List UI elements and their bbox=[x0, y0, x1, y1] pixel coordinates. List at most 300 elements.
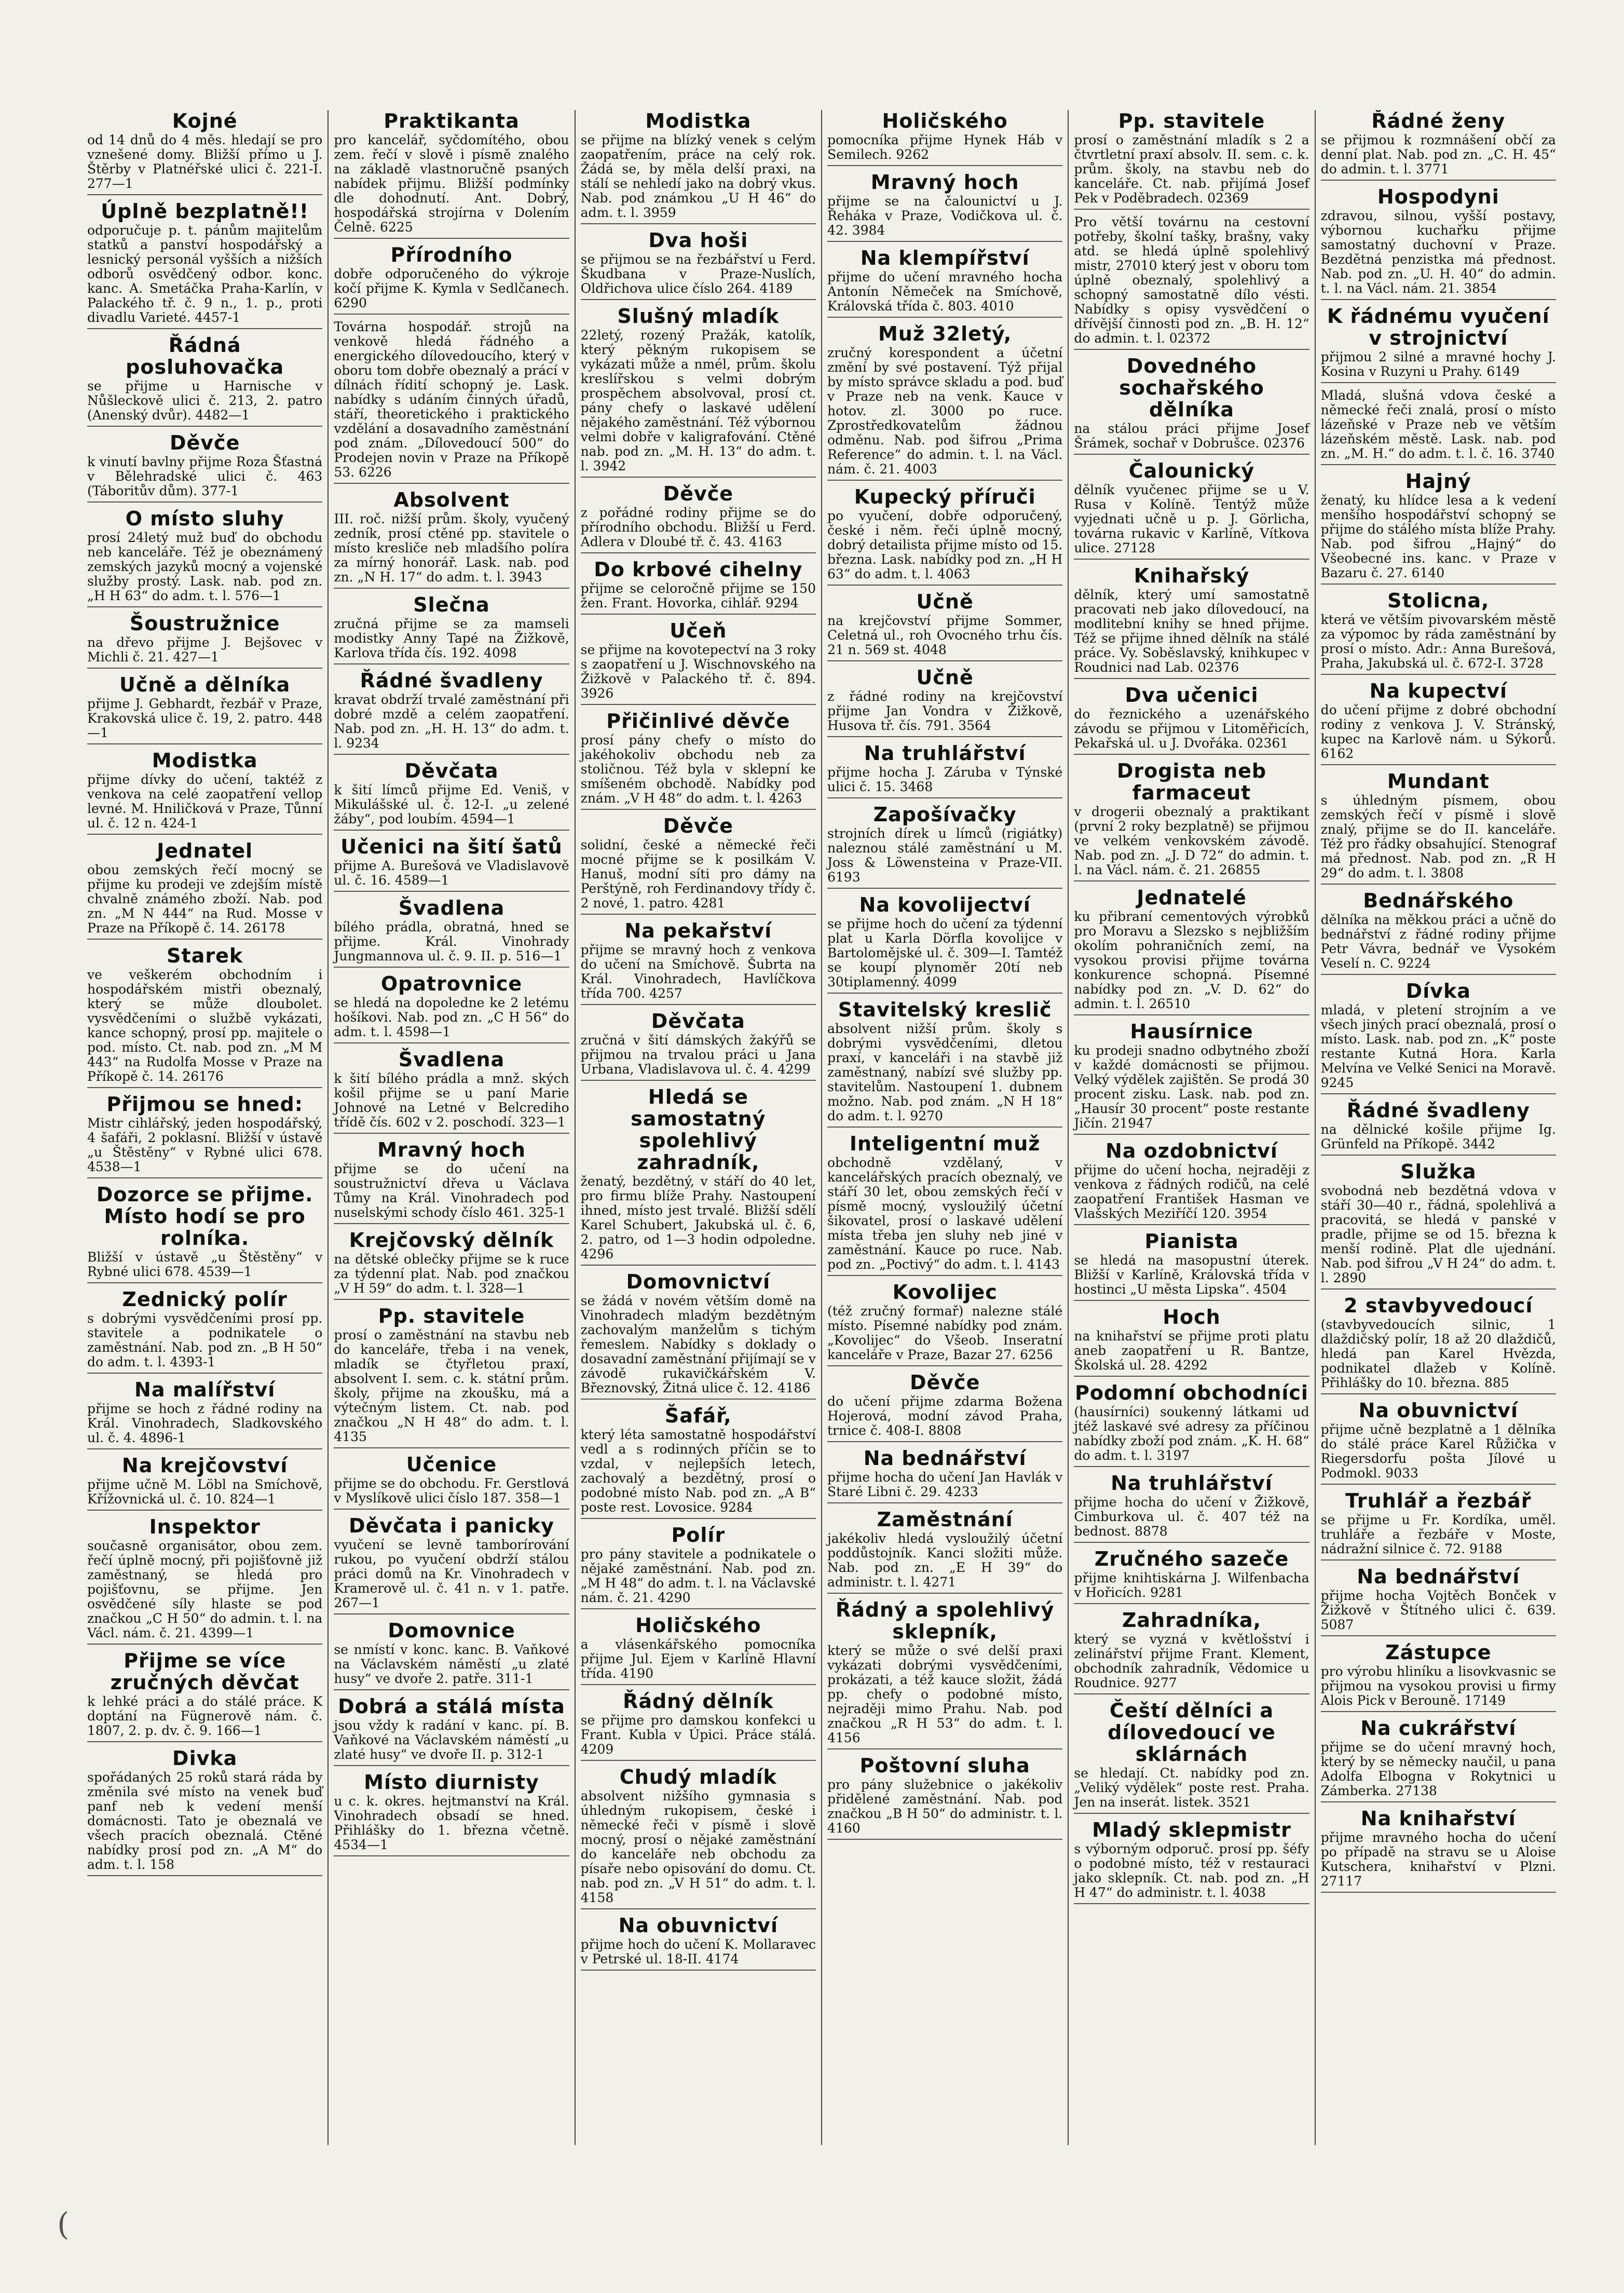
ad-heading: Přijmou se hned: bbox=[106, 1093, 303, 1116]
ad-heading: Učně bbox=[916, 590, 974, 613]
classified-ad bbox=[581, 1915, 816, 1971]
ad-body: přijme hocha J. Záruba v Týnské ulici č. 15. 3468 bbox=[827, 765, 1063, 794]
classified-ad bbox=[581, 1010, 816, 1081]
ad-heading: Úplně bezplatně!! bbox=[101, 200, 309, 223]
ad-body: se hledají. Ct. nabídky pod zn. „Veliký výdělek“ poste rest. Praha. Jen na inserát. listek. 3521 bbox=[1074, 1766, 1309, 1810]
classified-ad bbox=[827, 1599, 1062, 1749]
ad-body: ženatý, ku hlídce lesa a k vedení menšího hospodářství schopný se přijme do stálého místa blíže Prahy. Nab. pod šifrou „Hajný“ do Všeobecné ins. kanc. v Praze v Bazaru č. 27. 6140 bbox=[1320, 493, 1556, 580]
ad-heading: Učeň bbox=[670, 619, 727, 642]
ad-body: se přijmou k rozmnášení občí za denní plat. Nab. pod zn. „C. H. 45“ do admin. t. l. 3771 bbox=[1320, 132, 1556, 177]
ad-body: se přijme na kovotepectví na 3 roky s zaopatření u J. Wischnovského na Žižkově v Palackého tř. č. 894. 3926 bbox=[580, 642, 816, 701]
ad-body: se přijmou se na řezbářství u Ferd. Škudbana v Praze-Nuslích, Oldřichova ulice číslo 264. 4189 bbox=[580, 252, 816, 296]
ad-heading: Zručného sazeče bbox=[1094, 1548, 1289, 1570]
classified-ad bbox=[827, 486, 1062, 586]
ad-heading: Mundant bbox=[1387, 770, 1490, 793]
ad-body: přijme se do učení mravný hoch, který by se německy naučil, u pana Adolfa Elbogna v Rokytnici u Zámberka. 27138 bbox=[1320, 1740, 1556, 1798]
ad-body: bílého prádla, obratná, hned se přijme. Král. Vinohrady Jungmannova ul. č. 9. II. p. 516—1 bbox=[334, 919, 569, 964]
ad-heading: Děvčata i panicky bbox=[348, 1514, 555, 1537]
ad-heading: Jednatel bbox=[157, 839, 253, 862]
ad-heading: Učenici na šití šatů bbox=[340, 835, 563, 858]
ad-heading: Místo diurnisty bbox=[364, 1771, 539, 1794]
classified-ad bbox=[1321, 890, 1556, 975]
classified-ad bbox=[581, 1614, 816, 1685]
classified-ad bbox=[334, 110, 569, 239]
classified-ad bbox=[334, 320, 569, 484]
ad-body: ve veškerém obchodním i hospodářském mistři obeznalý, který se může dloubolet. vysvědčeními o službě vykázati, kance schopný, prosí pp. majitele o pod. místo. Ct. nab. pod zn. „M M 443“ na Rudolfa Mosse v Praze na Příkopě č. 14. 26176 bbox=[87, 967, 323, 1084]
ad-body: přijme se na čalounictví u J. Řeháka v Praze, Vodičkova ul. č. 42. 3984 bbox=[827, 194, 1063, 238]
ad-heading: Chudý mladík bbox=[619, 1766, 777, 1788]
ad-body: přijme hocha Vojtěch Bonček v Žižkově v Štítného ulici č. 639. 5087 bbox=[1320, 1588, 1556, 1632]
classified-ad bbox=[1074, 565, 1309, 679]
ad-heading: Mladý sklepmistr bbox=[1092, 1819, 1291, 1841]
ad-heading: Na obuvnictví bbox=[618, 1914, 778, 1937]
ad-heading: Modistka bbox=[645, 110, 752, 132]
ad-heading: Řádné ženy bbox=[1371, 110, 1506, 132]
classified-ad bbox=[1074, 887, 1309, 1015]
ad-heading: Služka bbox=[1400, 1160, 1477, 1183]
ad-heading: Polír bbox=[671, 1524, 726, 1546]
classified-ad bbox=[1074, 684, 1309, 755]
ad-heading: Čeští dělníci a dílovedoucí ve sklárnách bbox=[1108, 1699, 1276, 1766]
classified-ad bbox=[334, 489, 569, 589]
classified-ad bbox=[1074, 1700, 1309, 1814]
ad-body: přijme A. Burešová ve Vladislavově ul. č. 16. 4589—1 bbox=[334, 858, 569, 888]
ad-heading: Hausírnice bbox=[1130, 1020, 1253, 1043]
ad-body: obou zemských řečí mocný se přijme ku prodeji ve zdejším místě chvalně známého zboží. Nab. pod zn. „M N 444“ na Rud. Mosse v Praze na Příkopě č. 14. 26178 bbox=[87, 862, 323, 935]
ad-body: jakékoliv hledá vysloužilý účetní poddůstojník. Kanci složiti může. Nab. pod zn. „E H 39“ do administr. t. l. 4271 bbox=[827, 1531, 1063, 1590]
classified-ad bbox=[581, 1405, 816, 1519]
classified-ad bbox=[334, 1515, 569, 1614]
ad-body: strojních dírek u límců (rigiátky) naleznou stálé zaměstnání u M. Joss & Löwensteina v Praze-VII. 6193 bbox=[827, 826, 1063, 885]
ad-heading: Šoustružnice bbox=[129, 612, 280, 635]
classified-ad bbox=[1074, 110, 1309, 210]
ad-heading: Děvčata bbox=[651, 1010, 745, 1033]
ad-body: k vinutí bavlny přijme Roza Šťastná v Bělehradské ulici č. 463 (Táboritův dům). 377-1 bbox=[87, 454, 323, 498]
ad-heading: Dva hoši bbox=[648, 229, 748, 252]
ad-body: s výborným odporuč. prosí pp. šéfy o podobné místo, též v restauraci jako sklepník. Ct. nab. pod zn. „H H 47“ do administr. t. l. 4038 bbox=[1074, 1841, 1309, 1900]
classified-ad bbox=[1074, 1819, 1309, 1904]
classified-ad bbox=[87, 945, 322, 1088]
classified-ad bbox=[1321, 186, 1556, 300]
ad-body: na dětské oblečky přijme se k ruce za týdenní plat. Nab. pod značkou „V H 59“ do adm. t. l. 328—1 bbox=[334, 1252, 569, 1296]
ad-heading: Drogista neb farmaceut bbox=[1116, 759, 1267, 804]
classified-ad bbox=[1321, 1295, 1556, 1394]
ad-body: pro kancelář, syčdomítého, obou zem. řečí v slově i písmě znalého na základě vlastnoručně psaných nabídek přijmu. Bližší podmínky dle dohodnutí. Ant. Dobrý, hospodářská strojírna v Dolením Čelně. 6225 bbox=[334, 132, 569, 235]
classified-ad bbox=[334, 973, 569, 1043]
classified-ad bbox=[827, 323, 1062, 481]
classified-ad bbox=[1321, 1717, 1556, 1802]
ad-body: a vlásenkářského pomocníka přijme Jul. Ejem v Karlíně Hlavní třída. 4190 bbox=[580, 1637, 816, 1681]
ad-body: k šití bílého prádla a mnž. ských košil přijme se u paní Marie Johnové na Letné v Belcrediho třídě čís. 602 v 2. poschodí. 323—1 bbox=[334, 1071, 569, 1130]
ad-body: přijme knihtiskárna J. Wilfenbacha v Hořicích. 9281 bbox=[1074, 1570, 1309, 1600]
column-1 bbox=[82, 110, 329, 2145]
classified-ad bbox=[1074, 1382, 1309, 1467]
classified-ad bbox=[87, 432, 322, 503]
classified-ad bbox=[581, 710, 816, 810]
classified-ad bbox=[1321, 980, 1556, 1094]
ad-body: absolvent nižšího gymnasia s úhledným rukopisem, české i německé řeči v písmě i slově mocný, prosí o nějaké zaměstnání do kanceláře neb obchodu za písaře nebo opisování do domu. Ct. nab. pod zn. „V H 51“ do adm. t. l. 4158 bbox=[580, 1788, 816, 1905]
ad-heading: Řádné švadleny bbox=[1346, 1099, 1530, 1122]
classified-ad bbox=[827, 110, 1062, 166]
ad-heading: Knihařský bbox=[1134, 564, 1250, 587]
classified-ad bbox=[827, 171, 1062, 242]
ad-body: s dobrými vysvědčeními prosí pp. stavitele a podnikatele o zaměstnání. Nab. pod zn. „B H 50“ do adm. t. l. 4393-1 bbox=[87, 1311, 323, 1369]
ad-heading: Na cukrářství bbox=[1360, 1717, 1517, 1740]
classified-ad bbox=[87, 1455, 322, 1511]
ad-body: prosí pány chefy o místo do jakéhokoliv obchodu neb za stoličnou. Též byla v sklepní ke smíšeném obchodě. Nabídky pod znám. „V H 48“ do adm. t. l. 4263 bbox=[580, 732, 816, 806]
ad-heading: Holičského bbox=[882, 110, 1008, 132]
classified-ad bbox=[1074, 1306, 1309, 1377]
ad-heading: Učně a dělníka bbox=[119, 673, 291, 696]
ad-heading: Divka bbox=[172, 1747, 238, 1770]
classified-ad bbox=[1321, 1400, 1556, 1485]
ad-body: prosí 24letý muž buď do obchodu neb kanceláře. Též je obeznámený zemských jazyků mocný a vojenské služby prostý. Lask. nab. pod zn. „H H 63“ do adm. t. l. 576—1 bbox=[87, 530, 323, 603]
ad-body: z pořádné rodiny přijme se do přírodního obchodu. Bližší u Ferd. Adlera v Dloubé tř. č. 43. 4163 bbox=[580, 505, 816, 549]
classified-ad bbox=[87, 1516, 322, 1645]
classified-ad bbox=[87, 750, 322, 835]
classified-ad bbox=[827, 591, 1062, 661]
ad-heading: Absolvent bbox=[393, 489, 510, 511]
classified-ad bbox=[334, 1139, 569, 1224]
ad-heading: Bednářského bbox=[1363, 889, 1514, 912]
classified-ad bbox=[581, 483, 816, 553]
ad-body: na knihařství se přijme proti platu aneb zaopatření u R. Bantze, Školská ul. 28. 4292 bbox=[1074, 1328, 1309, 1373]
ad-heading: Zaměstnání bbox=[877, 1508, 1013, 1531]
column-5 bbox=[1069, 110, 1315, 2145]
ad-body: prosí o zaměstnání mladík s 2 a čtvrtletní praxí absolv. II. sem. c. k. prům. školy, na stavbu neb do kanceláře. Ct. nab. přijímá Josef Pek v Poděbradech. 02369 bbox=[1074, 132, 1309, 206]
classified-ad bbox=[1321, 1490, 1556, 1561]
ad-body: se přijme pro damskou konfekci u Frant. Kubla v Úpici. Práce stálá. 4209 bbox=[580, 1713, 816, 1757]
classified-ad bbox=[1074, 1230, 1309, 1301]
ad-body: se žádá v novém větším domě na Vinohradech mladým bezdětným zachovalým manželům s tichým řemeslem. Nabídky s doklady o dosavadní zaměstnání přijímají se v závodě rukavičkářském V. Březnovský, Žitná ulice č. 12. 4186 bbox=[580, 1293, 816, 1395]
ad-heading: Kovolijec bbox=[892, 1281, 998, 1304]
ad-body: (stavbyvedoucích silnic, 1 dlaždičský polír, 18 až 20 dlaždičů, hledá pan Karel Hvězda, podnikatel dlažeb v Kolíně. Přihlášky do 10. března. 885 bbox=[1320, 1317, 1556, 1390]
ad-body: do učení přijme zdarma Božena Hojerová, modní závod Praha, trnice č. 408-I. 8808 bbox=[827, 1394, 1063, 1438]
ad-heading: Děvče bbox=[663, 482, 734, 505]
classified-ad bbox=[581, 559, 816, 615]
classified-ad bbox=[1074, 1548, 1309, 1604]
classified-ad bbox=[1074, 760, 1309, 881]
ad-heading: Stolicna, bbox=[1387, 589, 1490, 612]
ad-heading: Na truhlářství bbox=[864, 742, 1026, 765]
ad-body: k lehké práci a do stálé práce. K doptání na Fügnerově nám. č. 1807, 2. p. dv. č. 9. 166—1 bbox=[87, 1694, 323, 1738]
ad-heading: Dozorce se přijme. Místo hodí se pro rolníka. bbox=[96, 1183, 313, 1250]
classified-ad bbox=[87, 1747, 322, 1876]
ad-body: přijmou 2 silné a mravné hochy J. Kosina v Ruzyni u Prahy. 6149 bbox=[1320, 349, 1556, 379]
ad-heading: Slušný mladík bbox=[617, 305, 780, 328]
classified-ad bbox=[87, 1184, 322, 1283]
classified-ad bbox=[1321, 770, 1556, 885]
ad-heading: O místo sluhy bbox=[125, 507, 284, 530]
ad-heading: Muž 32letý, bbox=[878, 322, 1012, 345]
column-6 bbox=[1316, 110, 1561, 2145]
ad-body: odporučuje p. t. pánům majitelům statků a panství hospodářský a lesnický personál vyšších a nižších odborů osvědčený odbor. konc. kanc. A. Smetáčka Praha-Karlín, v Palackého tř. č. 9 n., 1. p., proti divadlu Varieté. 4457-1 bbox=[87, 223, 323, 325]
ad-body: se přijme hoch do učení za týdenní plat u Karla Dörfla kovolijce v Bartolomějské ul. č. 309—I. Tamtéž se koupí plynoměr 20tí neb 30tiplamenný. 4099 bbox=[827, 916, 1063, 989]
classified-ad bbox=[827, 1133, 1062, 1276]
classified-ad bbox=[87, 508, 322, 607]
ad-heading: Na truhlářství bbox=[1111, 1472, 1273, 1495]
binding-mark: ( bbox=[57, 2206, 70, 2243]
ad-body: prosí o zaměstnání na stavbu neb do kanceláře, třeba i na venek, mladík se čtyřletou praxí, absolvent I. sem. c. k. státní prům. školy, přijme na zkoušku, má a výtečným listem. Ct. nab. pod značkou „N H 48“ do adm. t. l. 4135 bbox=[334, 1327, 569, 1444]
ad-body: která ve větším pivovarském městě za výpomoc by ráda zaměstnání by prosí o místo. Adr.: Anna Burešová, Praha, Jakubská ul. č. 672-I. 3728 bbox=[1320, 612, 1556, 671]
ad-heading: Mravný hoch bbox=[377, 1138, 526, 1161]
classified-ad bbox=[1074, 460, 1309, 560]
ad-body: vyučení se levně tamborírování rukou, po vyučení obdrží stálou práci domů na Kr. Vinohradech v Kramerově ul. č. 41 n. v 1. patře. 267—1 bbox=[334, 1537, 569, 1610]
ad-heading: Hajný bbox=[1405, 470, 1471, 493]
ad-body: pro výrobu hliníku a lisovkvasnic se přijmou na vysokou provisi u firmy Alois Pick v Berouně. 17149 bbox=[1320, 1664, 1556, 1708]
ad-body: přijme hocha do učení Jan Havlák v Staré Libni č. 29. 4233 bbox=[827, 1470, 1063, 1499]
classified-ad bbox=[1321, 1161, 1556, 1290]
ad-heading: Dívka bbox=[1405, 980, 1471, 1002]
ad-body: který se vyzná v květlošství i zelinářství přijme Frant. Klement, obchodník zahradník, Vědomice u Roudnice. 9277 bbox=[1074, 1632, 1309, 1690]
ad-body: Pro větší továrnu na cestovní potřeby, školní tašky, brašny, vaky atd. se hledá úplně spolehlivý mistr, 27010 který jest v oboru tom úplně obeznalý, spolehlivý a schopný samostatně dílo vésti. Nabídky s opisy vysvědčení o dřívější činnosti pod zn. „B. H. 12“ do admin. t. l. 02372 bbox=[1074, 214, 1309, 346]
ad-heading: Opatrovnice bbox=[380, 972, 523, 995]
ad-body: (hausírníci) soukenný látkami ud jtéž laskavé své adresy za příčinou nabídky zboží pod znám. „K. H. 68“ do adm. t. l. 3197 bbox=[1074, 1404, 1309, 1463]
ad-body: přijme do učení hocha, nejraději z venkova z řádných rodičů, na celé zaopatření František Hasman ve Vlašských Meziříčí 120. 3954 bbox=[1074, 1162, 1309, 1221]
classified-ad bbox=[827, 804, 1062, 889]
ad-body: v drogerii obeznalý a praktikant (první 2 roky bezplatně) se přijmou ve velkém venkovském závodě. Nab. pod zn. „J. D 72“ do admin. t. l. na Václ. nám. č. 21. 26855 bbox=[1074, 804, 1309, 877]
ad-body: se hledá na masopustní úterek. Bližší v Karlíně, Královská třída v hostinci „U města Lipska“. 4504 bbox=[1074, 1253, 1309, 1297]
ad-body: absolvent nižší prům. školy s dobrými vysvědčeními, dletou praxí, v kanceláři i na stavbě již zaměstnaný, nabízí své služby pp. stavitelům. Nastoupení 1. dubnem možno. Nab. pod znám. „N H 18“ do adm. t. l. 9270 bbox=[827, 1021, 1063, 1123]
ad-heading: Na kupectví bbox=[1369, 680, 1508, 702]
classified-ad bbox=[334, 594, 569, 664]
ad-body: mladá, v pletení strojním a ve všech jiných prací obeznalá, prosí o místo. Lask. nab. pod zn. „K“ poste restante Kutná Hora. Karla Melvína ve Velké Senici na Moravě. 9245 bbox=[1320, 1002, 1556, 1090]
ad-body: Bližší v ústavě „u Štěstěny“ v Rybné ulici 678. 4539—1 bbox=[87, 1250, 323, 1279]
ad-body: Mistr cihlářský, jeden hospodářský, 4 šafáři, 2 poklasní. Bližší v ústavě „u Štěstěny“ v Rybné ulici 678. 4538—1 bbox=[87, 1116, 323, 1174]
ad-heading: Pianista bbox=[1144, 1230, 1239, 1253]
ad-body: přijme hocha do učení v Žižkově, Cimburkova ul. č. 407 též na bednost. 8878 bbox=[1074, 1495, 1309, 1539]
ad-body: dobře odporučeného do výkroje kočí přijme K. Kymla v Sedlčanech. 6290 bbox=[334, 266, 569, 310]
column-2 bbox=[329, 110, 575, 2145]
ad-body: přijme hoch do učení K. Mollaravec v Petrské ul. 18-II. 4174 bbox=[580, 1937, 816, 1966]
classified-ad bbox=[581, 1766, 816, 1909]
ad-body: se hledá na dopoledne ke 2 letému hošíkovi. Nab. pod zn. „C H 56“ do adm. t. l. 4598—1 bbox=[334, 995, 569, 1039]
ad-body: jsou vždy k radání v kanc. pí. B. Vaňkové na Václavském náměstí „u zlaté husy“ ve dvoře II. p. 312-1 bbox=[334, 1718, 569, 1762]
ad-body: dělník vyučenec přijme se u V. Rusa v Kolíně. Tentýž může vyjednati učně u p. J. Görlicha, továrna rukavic v Karlíně, Vítkova ulice. 27128 bbox=[1074, 482, 1309, 555]
classified-ad bbox=[827, 1509, 1062, 1594]
ad-heading: Děvče bbox=[169, 431, 240, 454]
ad-body: po vyučení, dobře odporučený, české i něm. řeči úplně mocný, dobrý detailista přijme místo od 15. března. Lask. nabídky pod zn. „H H 63“ do adm. t. l. 4063 bbox=[827, 508, 1063, 581]
ad-body: na dřevo přijme J. Bejšovec v Michli č. 21. 427—1 bbox=[87, 635, 323, 664]
classified-ad bbox=[827, 1281, 1062, 1366]
ad-heading: Švadlena bbox=[398, 897, 505, 919]
classified-ad bbox=[1074, 1472, 1309, 1543]
ad-heading: Inteligentní muž bbox=[849, 1132, 1041, 1155]
classified-ad bbox=[827, 999, 1062, 1128]
ad-body: III. roč. nižší prům. školy, vyučený zedník, prosí ctěné pp. stavitele o místo kresliče neb mladšího políra za mírný honorář. Lask. nab. pod zn. „N H. 17“ do adm. t. l. 3943 bbox=[334, 511, 569, 585]
ad-body: ku prodeji snadno odbytného zboží v každé domácnosti se přijmou. Velký výdělek zajištěn. Se prodá 30 procent zisku. Lask. nab. pod zn. „Hausír 30 procent“ poste restante Jičín. 21947 bbox=[1074, 1043, 1309, 1131]
classified-ad bbox=[1321, 1566, 1556, 1636]
classified-columns bbox=[82, 110, 1561, 2145]
classified-ad bbox=[334, 244, 569, 315]
ad-body: přijme se celoročně přijme se 150 žen. Frant. Hovorka, cihlář. 9294 bbox=[580, 581, 816, 610]
ad-heading: Na bednářství bbox=[863, 1447, 1027, 1470]
ad-heading: Zástupce bbox=[1385, 1641, 1492, 1664]
classified-ad bbox=[87, 1650, 322, 1742]
classified-ad bbox=[827, 247, 1062, 318]
classified-ad bbox=[581, 229, 816, 300]
classified-ad bbox=[334, 897, 569, 968]
ad-heading: Holičského bbox=[635, 1614, 761, 1637]
ad-heading: Děvče bbox=[909, 1371, 980, 1394]
ad-body: svobodná neb bezdětná vdova v stáří 30—40 r., řádná, spolehlivá a pracovitá, se hledá v panské v pradle, přijme se od 15. března k menší rodině. Plat dle ujednání. Nab. pod šifrou „V H 24“ do adm. t. l. 2890 bbox=[1320, 1183, 1556, 1285]
ad-heading: Podomní obchodníci bbox=[1074, 1381, 1308, 1404]
classified-ad bbox=[581, 1524, 816, 1609]
ad-body: se přijme u Fr. Kordíka, uměl. truhláře a řezbáře v Moste, nádražní silnice č. 72. 9188 bbox=[1320, 1512, 1556, 1556]
ad-body: (též zručný formař) nalezne stálé místo. Písemné nabídky pod znám. „Kovolijec“ do Všeob. Inseratní kanceláře v Praze, Bazar 27. 6256 bbox=[827, 1304, 1063, 1362]
classified-ad bbox=[87, 110, 322, 195]
column-3 bbox=[576, 110, 822, 2145]
ad-body: přijme se do obchodu. Fr. Gerstlová v Myslíkově ulici číslo 187. 358—1 bbox=[334, 1476, 569, 1505]
ad-heading: Na krejčovství bbox=[121, 1454, 288, 1477]
classified-ad bbox=[827, 742, 1062, 798]
ad-heading: Na pekařství bbox=[624, 919, 772, 942]
ad-body: přijme se mravný hoch z venkova do učení na Smíchově. Šubrta na Král. Vinohradech, Havlíčkova třída 700. 4257 bbox=[580, 942, 816, 1001]
classified-ad bbox=[1321, 305, 1556, 383]
classified-ad bbox=[1321, 590, 1556, 675]
classified-ad bbox=[334, 760, 569, 831]
classified-ad bbox=[1074, 1021, 1309, 1135]
classified-ad bbox=[827, 667, 1062, 737]
ad-heading: Dobrá a stálá místa bbox=[338, 1695, 565, 1718]
classified-ad bbox=[1074, 1609, 1309, 1694]
ad-body: s úhledným písmem, obou zemských řečí v písmě i slově znalý, přijme se do II. kanceláře. Též pro řádky obsahující. Stenograf má přednost. Nab. pod zn. „R H 29“ do adm. t. l. 3808 bbox=[1320, 793, 1556, 880]
classified-ad bbox=[581, 110, 816, 224]
ad-body: dělníka na měkkou práci a učně do bednářství z řádné rodiny přijme Petr Vávra, bednář ve Vysokém Veselí n. C. 9224 bbox=[1320, 912, 1556, 971]
ad-heading: Pp. stavitele bbox=[1118, 110, 1265, 132]
ad-body: k šití límců přijme Ed. Veniš, v Mikulášské ul. č. 12-I. „u zelené žáby“, pod loubím. 4594—1 bbox=[334, 782, 569, 826]
ad-body: přijme učně M. Löbl na Smíchově, Křížovnická ul. č. 10. 824—1 bbox=[87, 1477, 323, 1507]
classified-ad bbox=[87, 200, 322, 329]
ad-body: 22letý, rozený Pražák, katolík, který pěkným rukopisem se vykázati může a nmél, prům. školu kreslířskou s velmi dobrým prospěchem absolvoval, prosí ct. pány chefy o laskavé udělení nějakého zaměstnání. Též výbornou velmi dobře v kaligrafování. Ctěné nab. pod zn. „M. H. 13“ do adm. t. l. 3942 bbox=[580, 328, 816, 473]
ad-heading: Zahradníka, bbox=[1122, 1609, 1262, 1632]
ad-body: přijme mravného hocha do učení po případě na stravu se u Aloise Kutschera, knihařství v Plzni. 27117 bbox=[1320, 1830, 1556, 1889]
ad-heading: Přičinlivé děvče bbox=[606, 710, 790, 732]
ad-heading: Domovnictví bbox=[626, 1270, 771, 1293]
classified-ad bbox=[334, 1695, 569, 1766]
ad-heading: Dovedného sochařského dělníka bbox=[1119, 355, 1264, 421]
ad-heading: Řádný dělník bbox=[623, 1690, 774, 1713]
classified-ad bbox=[1074, 355, 1309, 455]
classified-ad bbox=[827, 1755, 1062, 1840]
ad-body: pomocníka přijme Hynek Háb v Semilech. 9262 bbox=[827, 132, 1063, 162]
ad-body: Mladá, slušná vdova české a německé řeči znalá, prosí o místo lázeňské v Praze neb ve větším lázeňském městě. Lask. nab. pod zn. „M. H.“ do adm. t. l. č. 16. 3740 bbox=[1320, 388, 1556, 461]
classified-ad bbox=[1074, 215, 1309, 350]
classified-ad bbox=[87, 674, 322, 744]
classified-ad bbox=[334, 1049, 569, 1134]
ad-heading: K řádnému vyučení v strojnictví bbox=[1327, 305, 1550, 349]
classified-ad bbox=[87, 613, 322, 669]
ad-body: přijme do učení mravného hocha Antonín Němeček na Smíchově, Královská třída č. 803. 4010 bbox=[827, 269, 1063, 314]
ad-heading: Na obuvnictví bbox=[1358, 1399, 1518, 1422]
ad-body: který se může o své delší praxi vykázati dobrými vysvědčeními, prokázati, a též kauce složit, žádá pp. chefy o podobné místo, nejraději mimo Prahu. Nab. pod značkou „R H 53“ do adm. t. l. 4156 bbox=[827, 1643, 1063, 1745]
ad-body: zdravou, silnou, vyšší postavy, výbornou kuchařku přijme samostatný duchovní v Praze. Bezdětná penzistka má přednost. Nab. pod zn. „U. H. 40“ do admin. t. l. na Václ. nám. 21. 3854 bbox=[1320, 208, 1556, 296]
classified-ad bbox=[334, 1454, 569, 1510]
ad-body: obchodně vzdělaný, v kancelářských pracích obeznalý, ve stáří 30 let, obou zemských řečí v písmě mocný, vysloužilý účetní šikovatel, prosí o laskavé udělení místa třeba jen sluhy neb jiné v zaměstnání. Kauce po ruce. Nab. pod zn. „Poctivý“ do adm. t. l. 4143 bbox=[827, 1155, 1063, 1272]
classified-ad bbox=[1074, 1140, 1309, 1225]
ad-body: který léta samostatně hospodářství vedl a s rodinných příčin se to vzdal, v nejlepších letech, zachovalý a bezdětný, prosí o podobné místo Nab. pod zn. „A B“ poste rest. Lovosice. 9284 bbox=[580, 1427, 816, 1515]
ad-body: přijme dívky do učení, taktéž z venkova na celé zaopatření vellop levné. M. Hniličková v Praze, Tůnní ul. č. 12 n. 424-1 bbox=[87, 772, 323, 831]
classified-ad bbox=[1321, 1641, 1556, 1712]
ad-heading: Starek bbox=[167, 944, 243, 967]
classified-ad bbox=[581, 305, 816, 478]
ad-heading: Inspektor bbox=[149, 1515, 261, 1538]
classified-ad bbox=[1321, 1100, 1556, 1156]
classified-ad bbox=[581, 1271, 816, 1400]
ad-heading: Švadlena bbox=[398, 1048, 505, 1071]
ad-heading: Hoch bbox=[1163, 1306, 1221, 1328]
classified-ad bbox=[87, 1093, 322, 1178]
classified-ad bbox=[827, 1447, 1062, 1503]
ad-heading: Děvče bbox=[663, 815, 734, 837]
ad-body: na krejčovství přijme Sommer, Celetná ul., roh Ovocného trhu čís. 21 n. 569 st. 4048 bbox=[827, 613, 1063, 657]
classified-ad bbox=[581, 815, 816, 915]
ad-heading: Slečna bbox=[413, 593, 490, 616]
classified-ad bbox=[87, 334, 322, 427]
ad-heading: Kojné bbox=[172, 110, 238, 132]
ad-body: z řádné rodiny na krejčovství přijme Jan Vondra v Žižkově, Husova tř. čís. 791. 3564 bbox=[827, 689, 1063, 733]
classified-ad bbox=[827, 1372, 1062, 1442]
ad-body: dělník, který umí samostatně pracovati neb jako dílovedoucí, na modlitební knihy se hned přijme. Též se přijme ihned dělník na stálé práce. Vy. Soběslavský, knihkupec v Roudnici nad Lab. 02376 bbox=[1074, 587, 1309, 675]
ad-body: se přijme na blízký venek s celým zaopatřením, práce na celý rok. Žádá se, by měla delší praxi, na stálí se nehledí jako na dobrý vkus. Nab. pod známkou „U H 46“ do adm. t. l. 3959 bbox=[580, 132, 816, 220]
classified-ad bbox=[334, 670, 569, 755]
ad-heading: Mravný hoch bbox=[870, 171, 1019, 194]
classified-ad bbox=[87, 1288, 322, 1374]
classified-ad bbox=[581, 620, 816, 705]
ad-body: na dělnické košile přijme Ig. Grünfeld na Příkopě. 3442 bbox=[1320, 1122, 1556, 1151]
ad-heading: Dva učenici bbox=[1125, 684, 1259, 707]
ad-heading: Učně bbox=[916, 666, 974, 689]
classified-ad bbox=[1321, 680, 1556, 765]
ad-heading: 2 stavbyvedoucí bbox=[1344, 1294, 1533, 1317]
ad-heading: Na klempířství bbox=[860, 247, 1030, 269]
ad-heading: Na kovolijectví bbox=[859, 893, 1031, 916]
ad-body: zručná přijme se za mamseli modistky Anny Tapé na Žižkově, Karlova třída čís. 192. 4098 bbox=[334, 616, 569, 660]
classified-ad bbox=[87, 1379, 322, 1449]
classified-ad bbox=[581, 920, 816, 1005]
ad-body: od 14 dnů do 4 měs. hledají se pro vznešené domy. Bližší přímo u J. Štěrby v Platnéřské ulici č. 221-I. 277—1 bbox=[87, 132, 323, 191]
ad-heading: Stavitelský kreslič bbox=[838, 998, 1052, 1021]
ad-heading: Krejčovský dělník bbox=[349, 1229, 554, 1252]
classified-ad bbox=[581, 1690, 816, 1761]
ad-heading: Na ozdobnictví bbox=[1105, 1139, 1278, 1162]
ad-body: ku přibraní cementových výrobků pro Moravu a Slezsko s nejbližším okolím pohraničních zemí, na vysokou provisi přijme továrna konkurence schopná. Písemné nabídky pod zn. „V. D. 62“ do admin. t. l. 26510 bbox=[1074, 909, 1309, 1011]
classified-ad bbox=[581, 1086, 816, 1266]
ad-body: u c. k. okres. hejtmanství na Král. Vinohradech obsadí se hned. Přihlášky do 1. března včetně. 4534—1 bbox=[334, 1794, 569, 1852]
ad-body: přijme učně bezplatně a 1 dělníka do stálé práce Karel Růžička v Riegersdorfu pošta Jílové u Podmokl. 9033 bbox=[1320, 1422, 1556, 1481]
ad-heading: Řádná posluhovačka bbox=[126, 334, 284, 378]
ad-heading: Zednický polír bbox=[122, 1288, 288, 1311]
ad-body: pro pány stavitele a podnikatele o nějaké zaměstnání. Nab. pod zn. „M H 48“ do adm. t. l. na Václavské nám. č. 21. 4290 bbox=[580, 1546, 816, 1605]
ad-body: přijme se hoch z řádné rodiny na Král. Vinohradech, Sladkovského ul. č. 4. 4896-1 bbox=[87, 1401, 323, 1445]
ad-heading: Domovnice bbox=[388, 1619, 515, 1642]
ad-heading: Do krbové cihelny bbox=[594, 558, 803, 581]
ad-heading: Přijme se více zručných děvčat bbox=[110, 1649, 299, 1694]
ad-body: do řeznického a uzenářského závodu se přijmou v Litoměřicích, Pekařská ul. u J. Dvořáka. 02361 bbox=[1074, 707, 1309, 751]
ad-heading: Hledá se samostatný spolehlivý zahradník, bbox=[631, 1086, 766, 1174]
ad-heading: Jednatelé bbox=[1137, 886, 1247, 909]
ad-body: přijme se do učení na soustružnictví dřeva u Václava Tůmy na Král. Vinohradech pod nuselskými schody číslo 461. 325-1 bbox=[334, 1161, 569, 1220]
ad-heading: Praktikanta bbox=[384, 110, 520, 132]
ad-heading: Modistka bbox=[152, 749, 258, 772]
ad-heading: Řádné švadleny bbox=[360, 669, 543, 692]
ad-heading: Na malířství bbox=[134, 1378, 276, 1401]
classified-ad bbox=[334, 1771, 569, 1856]
ad-body: solidní, české a německé řeči mocné přijme se k posilkám V. Hanuš, modní síti pro dámy na Perštýně, roh Ferdinandovy třídy č. 2 nové, 1. patro. 4281 bbox=[580, 837, 816, 911]
ad-heading: Učenice bbox=[406, 1453, 497, 1476]
ad-heading: Kupecký příruči bbox=[854, 485, 1036, 508]
ad-body: přijme J. Gebhardt, řezbář v Praze, Krakovská ulice č. 19, 2. patro. 448—1 bbox=[87, 696, 323, 740]
